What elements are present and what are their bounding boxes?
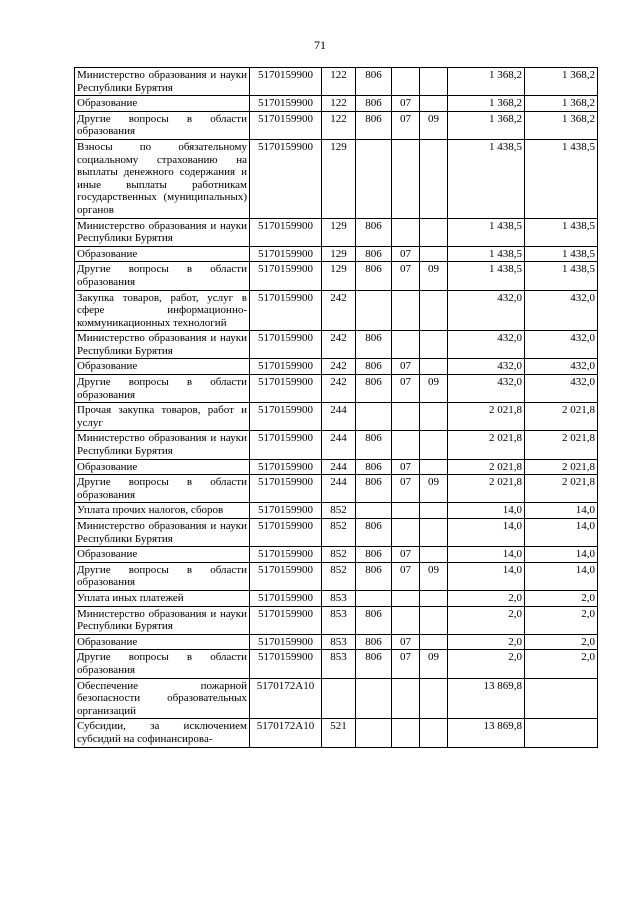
expense-type-cell: 129: [322, 262, 356, 290]
ministry-code-cell: 806: [356, 359, 392, 375]
table-row: [75, 719, 598, 747]
amount-cell-1: 13 869,8: [448, 719, 525, 747]
row-name-cell: Другие вопросы в области образования: [75, 475, 250, 503]
amount-cell-2: 14,0: [525, 562, 598, 590]
amount-cell-2: [525, 678, 598, 719]
subsection-cell: [420, 68, 448, 96]
row-name-cell: Прочая закупка товаров, работ и услуг: [75, 403, 250, 431]
section-cell: [392, 519, 420, 547]
ministry-code-cell: [356, 678, 392, 719]
expense-type-cell: 122: [322, 96, 356, 112]
table-row: [75, 431, 598, 459]
page-number: 71: [314, 38, 326, 52]
subsection-cell: [420, 503, 448, 519]
table-row: [75, 218, 598, 246]
row-name-cell: Образование: [75, 634, 250, 650]
amount-cell-1: 2 021,8: [448, 475, 525, 503]
section-cell: 07: [392, 634, 420, 650]
row-name-cell: Министерство образования и науки Республики Бурятия: [75, 331, 250, 359]
table-row: [75, 678, 598, 719]
table-row: [75, 403, 598, 431]
section-cell: 07: [392, 246, 420, 262]
target-code-cell: 5170172A10: [250, 678, 322, 719]
amount-cell-2: 432,0: [525, 331, 598, 359]
amount-cell-2: 2,0: [525, 650, 598, 678]
row-name-cell: Образование: [75, 246, 250, 262]
section-cell: [392, 606, 420, 634]
amount-cell-2: 1 438,5: [525, 139, 598, 218]
target-code-cell: 5170159900: [250, 290, 322, 331]
target-code-cell: 5170159900: [250, 650, 322, 678]
amount-cell-2: 432,0: [525, 375, 598, 403]
amount-cell-2: 14,0: [525, 547, 598, 563]
table-row: [75, 139, 598, 218]
target-code-cell: 5170172A10: [250, 719, 322, 747]
target-code-cell: 5170159900: [250, 262, 322, 290]
row-name-cell: Министерство образования и науки Республики Бурятия: [75, 68, 250, 96]
row-name-cell: Другие вопросы в области образования: [75, 650, 250, 678]
amount-cell-1: 1 368,2: [448, 111, 525, 139]
subsection-cell: [420, 590, 448, 606]
subsection-cell: 09: [420, 475, 448, 503]
target-code-cell: 5170159900: [250, 246, 322, 262]
amount-cell-1: 2,0: [448, 590, 525, 606]
subsection-cell: [420, 359, 448, 375]
subsection-cell: 09: [420, 375, 448, 403]
expense-type-cell: 129: [322, 218, 356, 246]
ministry-code-cell: 806: [356, 547, 392, 563]
expense-type-cell: [322, 678, 356, 719]
ministry-code-cell: 806: [356, 634, 392, 650]
expense-type-cell: 521: [322, 719, 356, 747]
table-row: [75, 503, 598, 519]
amount-cell-1: 2,0: [448, 606, 525, 634]
section-cell: 07: [392, 475, 420, 503]
amount-cell-2: 1 438,5: [525, 262, 598, 290]
table-row: [75, 96, 598, 112]
target-code-cell: 5170159900: [250, 590, 322, 606]
section-cell: [392, 290, 420, 331]
ministry-code-cell: 806: [356, 246, 392, 262]
amount-cell-1: 2 021,8: [448, 431, 525, 459]
expense-type-cell: 242: [322, 359, 356, 375]
amount-cell-1: 1 438,5: [448, 139, 525, 218]
target-code-cell: 5170159900: [250, 218, 322, 246]
ministry-code-cell: 806: [356, 375, 392, 403]
amount-cell-2: 2,0: [525, 606, 598, 634]
ministry-code-cell: 806: [356, 650, 392, 678]
table-row: [75, 562, 598, 590]
amount-cell-1: 1 368,2: [448, 96, 525, 112]
expense-type-cell: 129: [322, 139, 356, 218]
amount-cell-2: 2 021,8: [525, 431, 598, 459]
table-row: [75, 331, 598, 359]
subsection-cell: [420, 678, 448, 719]
target-code-cell: 5170159900: [250, 96, 322, 112]
table-row: [75, 459, 598, 475]
expense-type-cell: 242: [322, 331, 356, 359]
amount-cell-2: 14,0: [525, 519, 598, 547]
ministry-code-cell: 806: [356, 331, 392, 359]
expense-type-cell: 242: [322, 290, 356, 331]
amount-cell-1: 2,0: [448, 650, 525, 678]
amount-cell-1: 432,0: [448, 290, 525, 331]
section-cell: [392, 403, 420, 431]
target-code-cell: 5170159900: [250, 519, 322, 547]
row-name-cell: Субсидии, за исключением субсидий на софинансирова-: [75, 719, 250, 747]
ministry-code-cell: 806: [356, 606, 392, 634]
target-code-cell: 5170159900: [250, 431, 322, 459]
section-cell: 07: [392, 547, 420, 563]
row-name-cell: Образование: [75, 359, 250, 375]
amount-cell-1: 432,0: [448, 359, 525, 375]
ministry-code-cell: 806: [356, 111, 392, 139]
amount-cell-2: 14,0: [525, 503, 598, 519]
section-cell: [392, 68, 420, 96]
amount-cell-2: 1 368,2: [525, 111, 598, 139]
table-row: [75, 359, 598, 375]
amount-cell-1: 14,0: [448, 519, 525, 547]
expense-type-cell: 852: [322, 547, 356, 563]
amount-cell-1: 1 438,5: [448, 218, 525, 246]
row-name-cell: Министерство образования и науки Республики Бурятия: [75, 606, 250, 634]
subsection-cell: [420, 634, 448, 650]
subsection-cell: [420, 519, 448, 547]
ministry-code-cell: 806: [356, 68, 392, 96]
target-code-cell: 5170159900: [250, 459, 322, 475]
row-name-cell: Другие вопросы в области образования: [75, 111, 250, 139]
amount-cell-1: 14,0: [448, 547, 525, 563]
ministry-code-cell: [356, 590, 392, 606]
amount-cell-2: 432,0: [525, 290, 598, 331]
target-code-cell: 5170159900: [250, 562, 322, 590]
subsection-cell: [420, 403, 448, 431]
expense-type-cell: 122: [322, 111, 356, 139]
row-name-cell: Уплата иных платежей: [75, 590, 250, 606]
amount-cell-1: 1 368,2: [448, 68, 525, 96]
expense-type-cell: 853: [322, 606, 356, 634]
target-code-cell: 5170159900: [250, 547, 322, 563]
section-cell: [392, 431, 420, 459]
amount-cell-2: 2 021,8: [525, 459, 598, 475]
row-name-cell: Образование: [75, 459, 250, 475]
subsection-cell: [420, 431, 448, 459]
ministry-code-cell: 806: [356, 431, 392, 459]
section-cell: [392, 503, 420, 519]
subsection-cell: 09: [420, 562, 448, 590]
subsection-cell: [420, 547, 448, 563]
amount-cell-1: 2,0: [448, 634, 525, 650]
table-row: [75, 606, 598, 634]
expense-type-cell: 129: [322, 246, 356, 262]
row-name-cell: Министерство образования и науки Республики Бурятия: [75, 218, 250, 246]
expense-type-cell: 244: [322, 403, 356, 431]
section-cell: 07: [392, 459, 420, 475]
expense-type-cell: 852: [322, 562, 356, 590]
ministry-code-cell: [356, 719, 392, 747]
table-row: [75, 475, 598, 503]
target-code-cell: 5170159900: [250, 331, 322, 359]
subsection-cell: [420, 139, 448, 218]
amount-cell-2: 2,0: [525, 634, 598, 650]
expense-type-cell: 244: [322, 459, 356, 475]
section-cell: 07: [392, 359, 420, 375]
amount-cell-2: [525, 719, 598, 747]
expense-type-cell: 853: [322, 590, 356, 606]
subsection-cell: 09: [420, 262, 448, 290]
target-code-cell: 5170159900: [250, 606, 322, 634]
subsection-cell: [420, 96, 448, 112]
subsection-cell: [420, 719, 448, 747]
row-name-cell: Закупка товаров, работ, услуг в сфере информационно-коммуникационных технологий: [75, 290, 250, 331]
table-row: [75, 262, 598, 290]
row-name-cell: Взносы по обязательному социальному страхованию на выплаты денежного содержания и иные выплаты работникам государственных (муниципальных) органов: [75, 139, 250, 218]
ministry-code-cell: 806: [356, 218, 392, 246]
row-name-cell: Министерство образования и науки Республики Бурятия: [75, 519, 250, 547]
ministry-code-cell: [356, 290, 392, 331]
section-cell: 07: [392, 650, 420, 678]
subsection-cell: 09: [420, 650, 448, 678]
table-row: [75, 111, 598, 139]
ministry-code-cell: 806: [356, 519, 392, 547]
amount-cell-2: 1 438,5: [525, 218, 598, 246]
row-name-cell: Образование: [75, 96, 250, 112]
expense-type-cell: 853: [322, 634, 356, 650]
table-row: [75, 375, 598, 403]
expense-type-cell: 242: [322, 375, 356, 403]
expense-type-cell: 244: [322, 431, 356, 459]
ministry-code-cell: [356, 503, 392, 519]
section-cell: 07: [392, 562, 420, 590]
target-code-cell: 5170159900: [250, 359, 322, 375]
target-code-cell: 5170159900: [250, 139, 322, 218]
subsection-cell: [420, 218, 448, 246]
ministry-code-cell: 806: [356, 262, 392, 290]
expense-type-cell: 852: [322, 503, 356, 519]
expense-type-cell: 852: [322, 519, 356, 547]
subsection-cell: [420, 290, 448, 331]
table-row: [75, 547, 598, 563]
target-code-cell: 5170159900: [250, 475, 322, 503]
row-name-cell: Министерство образования и науки Республики Бурятия: [75, 431, 250, 459]
row-name-cell: Обеспечение пожарной безопасности образовательных организаций: [75, 678, 250, 719]
amount-cell-2: 432,0: [525, 359, 598, 375]
section-cell: 07: [392, 375, 420, 403]
section-cell: [392, 331, 420, 359]
amount-cell-1: 14,0: [448, 503, 525, 519]
expense-type-cell: 122: [322, 68, 356, 96]
subsection-cell: [420, 606, 448, 634]
amount-cell-1: 13 869,8: [448, 678, 525, 719]
subsection-cell: [420, 331, 448, 359]
section-cell: 07: [392, 96, 420, 112]
ministry-code-cell: 806: [356, 475, 392, 503]
amount-cell-1: 14,0: [448, 562, 525, 590]
section-cell: 07: [392, 262, 420, 290]
ministry-code-cell: [356, 403, 392, 431]
table-row: [75, 68, 598, 96]
target-code-cell: 5170159900: [250, 503, 322, 519]
subsection-cell: [420, 246, 448, 262]
row-name-cell: Другие вопросы в области образования: [75, 375, 250, 403]
target-code-cell: 5170159900: [250, 403, 322, 431]
row-name-cell: Уплата прочих налогов, сборов: [75, 503, 250, 519]
subsection-cell: 09: [420, 111, 448, 139]
amount-cell-2: 2,0: [525, 590, 598, 606]
amount-cell-2: 1 438,5: [525, 246, 598, 262]
subsection-cell: [420, 459, 448, 475]
ministry-code-cell: [356, 139, 392, 218]
table-row: [75, 290, 598, 331]
amount-cell-1: 432,0: [448, 375, 525, 403]
amount-cell-2: 1 368,2: [525, 96, 598, 112]
amount-cell-1: 2 021,8: [448, 459, 525, 475]
section-cell: [392, 590, 420, 606]
amount-cell-2: 2 021,8: [525, 475, 598, 503]
table-row: [75, 634, 598, 650]
amount-cell-1: 2 021,8: [448, 403, 525, 431]
row-name-cell: Другие вопросы в области образования: [75, 562, 250, 590]
section-cell: 07: [392, 111, 420, 139]
ministry-code-cell: 806: [356, 562, 392, 590]
row-name-cell: Образование: [75, 547, 250, 563]
expense-type-cell: 244: [322, 475, 356, 503]
ministry-code-cell: 806: [356, 96, 392, 112]
section-cell: [392, 218, 420, 246]
section-cell: [392, 719, 420, 747]
target-code-cell: 5170159900: [250, 375, 322, 403]
target-code-cell: 5170159900: [250, 111, 322, 139]
section-cell: [392, 139, 420, 218]
budget-table: [74, 67, 598, 748]
row-name-cell: Другие вопросы в области образования: [75, 262, 250, 290]
amount-cell-2: 1 368,2: [525, 68, 598, 96]
table-row: [75, 246, 598, 262]
amount-cell-1: 432,0: [448, 331, 525, 359]
expense-type-cell: 853: [322, 650, 356, 678]
table-row: [75, 590, 598, 606]
amount-cell-1: 1 438,5: [448, 262, 525, 290]
amount-cell-1: 1 438,5: [448, 246, 525, 262]
table-row: [75, 519, 598, 547]
target-code-cell: 5170159900: [250, 634, 322, 650]
table-row: [75, 650, 598, 678]
section-cell: [392, 678, 420, 719]
amount-cell-2: 2 021,8: [525, 403, 598, 431]
ministry-code-cell: 806: [356, 459, 392, 475]
target-code-cell: 5170159900: [250, 68, 322, 96]
